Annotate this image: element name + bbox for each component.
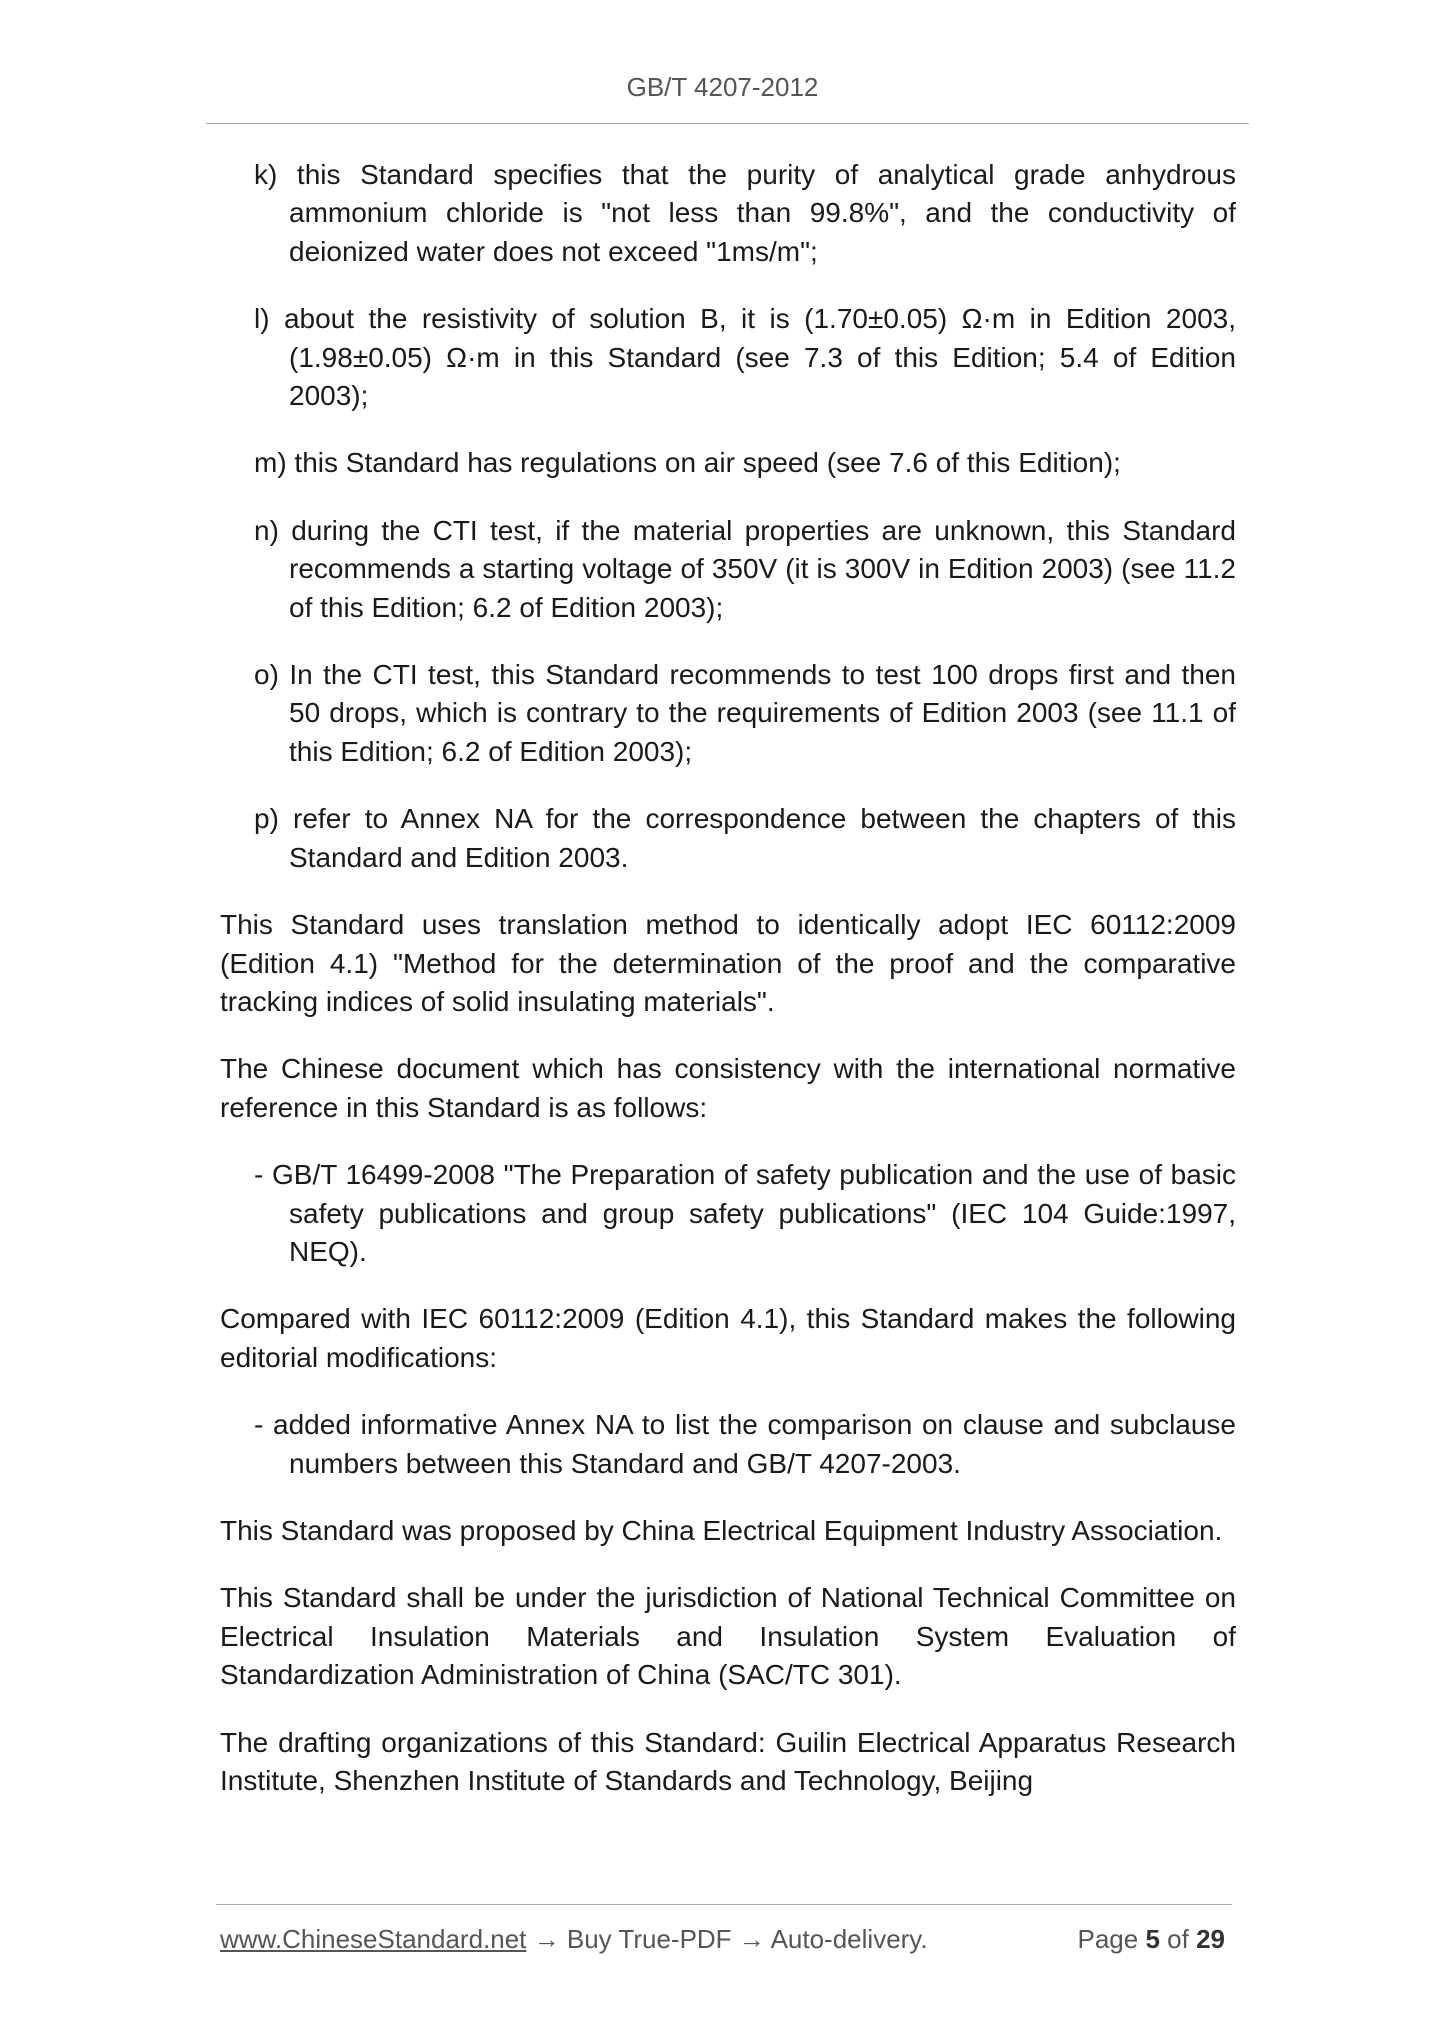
compared-paragraph: Compared with IEC 60112:2009 (Edition 4.1), this Standard makes the following editorial modifications: [220,1303,1236,1373]
header-divider [206,123,1249,124]
adoption-paragraph: This Standard uses translation method to identically adopt IEC 60112:2009 (Edition 4.1) "Method for the determination of the proof and the comparative tracking indices of solid insulating materials". [220,909,1236,1017]
drafting-paragraph: The drafting organizations of this Standard: Guilin Electrical Apparatus Research Institute, Shenzhen Institute of Standards and Technology, Beijing [220,1726,1236,1796]
page-indicator [1077,1922,1225,1956]
jurisdiction-paragraph: This Standard shall be under the jurisdiction of National Technical Committee on Electrical Insulation Materials and Insulation System Evaluation of Standardization Administration of China (SAC/TC 301). [220,1582,1236,1691]
list-item-m: m) this Standard has regulations on air speed (see 7.6 of this Edition); [254,447,1121,479]
list-item-k: k) this Standard specifies that the purity of analytical grade anhydrous ammonium chloride is "not less than 99.8%", and the conductivity of deionized water does not exceed "1ms/m"; [254,159,1236,267]
website-link[interactable]: www.ChineseStandard.net [220,1924,527,1954]
compared-list-item: - added informative Annex NA to list the comparison on clause and subclause numbers between this Standard and GB/T 4207-2003. [254,1409,1236,1479]
footer-tagline: → Buy True-PDF → Auto-delivery. [526,1924,928,1954]
footer-divider [216,1904,1232,1905]
footer-left [220,1922,928,1956]
header-title: GB/T 4207-2012 [626,72,819,102]
list-item-p: p) refer to Annex NA for the correspondence between the chapters of this Standard and Edition 2003. [254,803,1236,873]
list-item-n: n) during the CTI test, if the material properties are unknown, this Standard recommends a starting voltage of 350V (it is 300V in Edition 2003) (see 11.2 of this Edition; 6.2 of Edition 2003); [254,514,1236,623]
page-of: of [1167,1924,1189,1954]
proposed-paragraph: This Standard was proposed by China Electrical Equipment Industry Association. [220,1514,1223,1546]
page-label: Page [1077,1924,1139,1954]
list-item-l: l) about the resistivity of solution B, it is (1.70±0.05) Ω·m in Edition 2003, (1.98±0.05) Ω·m in this Standard (see 7.3 of this Edition; 5.4 of Edition 2003); [254,303,1236,412]
document-body [220,156,1236,1829]
page-total: 29 [1196,1924,1225,1954]
consistency-list-item: - GB/T 16499-2008 "The Preparation of safety publication and the use of basic safety publications and group safety publications" (IEC 104 Guide:1997, NEQ). [254,1159,1236,1267]
consistency-paragraph: The Chinese document which has consistency with the international normative reference in this Standard is as follows: [220,1053,1236,1123]
list-item-o: o) In the CTI test, this Standard recommends to test 100 drops first and then 50 drops, which is contrary to the requirements of Edition 2003 (see 11.1 of this Edition; 6.2 of Edition 2003); [254,659,1236,767]
page-current: 5 [1145,1924,1160,1954]
